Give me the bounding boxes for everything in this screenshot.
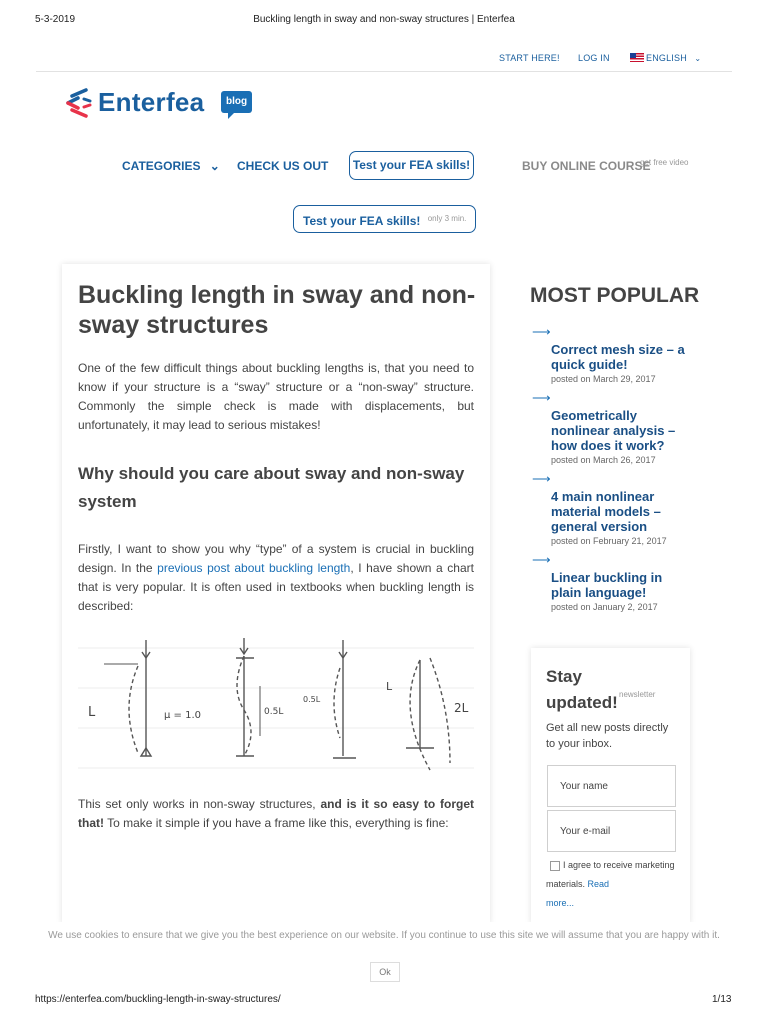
topnav [499,48,560,66]
sketch-label-l-4: L [386,680,393,693]
read-more-link[interactable]: Read [587,879,610,889]
arrow-right-icon: ⟶ [532,390,551,405]
email-input[interactable] [547,810,676,852]
agree-label: I agree to receive marketing materials. [546,860,675,889]
site-logo[interactable] [64,85,254,125]
nav-check-us-out[interactable]: CHECK US OUT [237,159,329,173]
read-more-link-2[interactable] [546,894,574,913]
login-link[interactable]: LOG IN [578,53,610,63]
start-here-link[interactable]: START HERE! [499,53,560,63]
paragraph-emphasis: and is it so easy to forget that! [78,797,475,830]
section-heading: Why should you care about sway and non-sway system [78,464,465,511]
test-fea-skills-label: Test your FEA skills! [303,214,421,228]
print-title: Buckling length in sway and non-sway structures | Enterfea [253,14,515,25]
popular-post[interactable] [532,324,692,384]
article-paragraph-3 [78,795,474,833]
popular-post-date: posted on January 2, 2017 [551,602,658,612]
arrow-right-icon: ⟶ [532,324,551,339]
paragraph-text: , I have shown a chart that is very popular. It is often used in textbooks when buckling length is described: [78,561,474,613]
agree-text [546,856,678,894]
popular-post-date: posted on March 29, 2017 [551,374,656,384]
name-placeholder: Your name [560,780,608,792]
chevron-down-icon: ⌄ [209,159,220,173]
popular-post-title[interactable]: Linear buckling in plain language! [551,570,663,600]
paragraph-text: To make it simple if you have a frame like this, everything is fine: [104,816,449,830]
newsletter-tag: newsletter [619,690,656,699]
popular-post[interactable] [532,390,692,465]
cookie-message: We use cookies to ensure that we give you the best experience on our website. If you continue to use this site we will assume that you are happy with it. [48,930,720,941]
name-input[interactable] [547,765,676,807]
previous-post-link[interactable]: previous post about buckling length [157,561,351,575]
popular-post[interactable] [532,552,692,612]
article-title: Buckling length in sway and non-sway structures [78,281,476,339]
test-fea-skills-button-2[interactable] [293,205,476,233]
sketch-label-2l: 2L [454,701,469,715]
course-subtitle: get free video [640,158,689,167]
paragraph-text: This set only works in non-sway structures, [78,797,321,811]
sketch-label-l: L [88,705,96,720]
cookie-ok-button[interactable]: Ok [370,962,400,982]
enterfea-logo-icon [64,87,96,119]
popular-post-date: posted on February 21, 2017 [551,536,667,546]
newsletter-description: Get all new posts directly to your inbox. [546,722,669,750]
print-date: 5-3-2019 [35,14,76,25]
sketch-label-half-l-2: 0.5L [303,695,321,704]
print-url: https://enterfea.com/buckling-length-in-sway-structures/ [35,994,281,1005]
blog-badge: blog [221,91,252,113]
popular-post[interactable] [532,471,692,546]
sketch-label-mu: μ = 1.0 [164,710,202,721]
chevron-down-icon: ⌄ [694,54,702,63]
nav-categories-label: CATEGORIES [122,159,201,173]
header-divider [36,71,732,72]
most-popular-heading: MOST POPULAR [530,284,700,307]
popular-post-title[interactable]: 4 main nonlinear material models – general version [551,489,661,534]
newsletter-title-1: Stay [546,667,582,686]
arrow-right-icon: ⟶ [532,552,551,567]
popular-post-title[interactable]: Geometrically nonlinear analysis – how does it work? [551,408,676,453]
logo-text: Enterfea [98,87,205,117]
nav-buy-online-course[interactable]: BUY ONLINE COURSE [522,159,651,173]
email-placeholder: Your e-mail [560,825,611,837]
sketch-label-half-l: 0.5L [264,707,284,717]
popular-post-title[interactable]: Correct mesh size – a quick guide! [551,342,685,372]
nav-categories[interactable] [122,159,220,173]
print-page-number: 1/13 [712,994,732,1005]
test-fea-skills-button[interactable]: Test your FEA skills! [349,151,474,180]
newsletter-title-2: updated! [546,693,618,712]
arrow-right-icon: ⟶ [532,471,551,486]
read-more-label: more... [546,898,575,908]
article-paragraph-2 [78,540,474,616]
language-label: ENGLISH [646,53,687,63]
paragraph-text: Firstly, I want to show you why “type” of a system is crucial in buckling design. In the [78,542,474,575]
language-selector[interactable] [630,48,701,66]
article-intro: One of the few difficult things about buckling lengths is, that you need to know if your structure is a “sway” structure or a “non-sway” structure. Commonly the simple check is made with displacements, but unfortunately, it may lead to serious mistakes! [78,361,474,432]
popular-post-date: posted on March 26, 2017 [551,455,656,465]
buckling-length-sketch [78,628,474,778]
test-duration: only 3 min. [427,214,467,223]
us-flag-icon [630,53,644,62]
